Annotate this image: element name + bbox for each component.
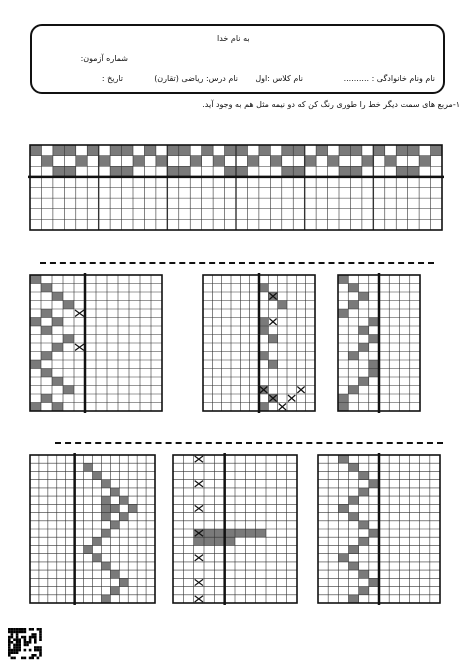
filled-cell — [348, 386, 358, 395]
qr-module — [18, 631, 21, 634]
filled-cell — [348, 301, 358, 310]
filled-cell — [93, 554, 102, 562]
qr-module — [13, 631, 16, 634]
filled-cell — [204, 537, 214, 545]
filled-cell — [408, 145, 419, 156]
qr-module — [11, 633, 14, 636]
qr-module — [24, 644, 27, 647]
qr-module — [11, 628, 14, 631]
filled-cell — [396, 166, 407, 177]
filled-cell — [348, 352, 358, 361]
filled-cell — [204, 529, 214, 537]
filled-cell — [369, 369, 379, 378]
filled-cell — [63, 386, 74, 395]
divider-dashed-1 — [40, 262, 434, 264]
bismillah: به نام خدا — [217, 34, 250, 43]
filled-cell — [259, 145, 270, 156]
qr-module — [18, 646, 21, 649]
filled-cell — [268, 360, 277, 369]
filled-cell — [338, 504, 348, 512]
qr-module — [8, 654, 11, 657]
qr-module — [18, 628, 21, 631]
qr-module — [16, 644, 19, 647]
filled-cell — [64, 166, 75, 177]
qr-module — [24, 636, 27, 639]
qr-module — [29, 641, 32, 644]
filled-cell — [259, 352, 268, 361]
filled-cell — [369, 578, 379, 586]
qr-module — [13, 646, 16, 649]
filled-cell — [110, 166, 121, 177]
filled-cell — [359, 570, 369, 578]
filled-cell — [84, 545, 93, 553]
qr-module — [18, 641, 21, 644]
filled-cell — [101, 504, 110, 512]
qr-module — [39, 649, 42, 652]
filled-cell — [41, 309, 52, 318]
qr-module — [16, 633, 19, 636]
filled-cell — [282, 166, 293, 177]
qr-module — [21, 628, 24, 631]
qr-module — [39, 646, 42, 649]
filled-cell — [110, 488, 119, 496]
qr-module — [34, 636, 37, 639]
qr-module — [18, 638, 21, 641]
filled-cell — [268, 335, 277, 344]
filled-cell — [41, 394, 52, 403]
filled-cell — [64, 145, 75, 156]
filled-cell — [179, 166, 190, 177]
qr-module — [39, 654, 42, 657]
qr-module — [24, 649, 27, 652]
qr-module — [29, 657, 32, 660]
qr-module — [18, 649, 21, 652]
filled-cell — [350, 166, 361, 177]
exercise-panel-e-grid[interactable] — [173, 455, 297, 603]
filled-cell — [41, 326, 52, 335]
filled-cell — [235, 529, 245, 537]
filled-cell — [359, 587, 369, 595]
filled-cell — [167, 166, 178, 177]
instruction-text: ۱-مربع های سمت دیگر خط را طوری رنگ کن که دو نیمه مثل هم به وجود آید. — [202, 100, 460, 109]
filled-cell — [259, 326, 268, 335]
qr-module — [39, 633, 42, 636]
filled-cell — [373, 145, 384, 156]
qr-module — [11, 631, 14, 634]
filled-cell — [419, 156, 430, 167]
qr-module — [13, 657, 16, 660]
filled-cell — [349, 595, 359, 603]
qr-module — [34, 649, 37, 652]
filled-cell — [41, 352, 52, 361]
filled-cell — [369, 529, 379, 537]
filled-cell — [259, 403, 268, 412]
filled-cell — [348, 284, 358, 293]
filled-cell — [214, 529, 224, 537]
filled-cell — [225, 529, 235, 537]
filled-cell — [110, 145, 121, 156]
header-box — [30, 24, 445, 94]
exercise-panel-c-grid[interactable] — [338, 275, 420, 411]
filled-cell — [359, 488, 369, 496]
filled-cell — [225, 166, 236, 177]
filled-cell — [30, 360, 41, 369]
qr-module — [37, 657, 40, 660]
qr-module — [34, 638, 37, 641]
student-name-label: نام ونام خانوادگی : .......... — [343, 74, 435, 83]
filled-cell — [122, 145, 133, 156]
qr-module — [31, 654, 34, 657]
exercise-strip-grid[interactable] — [30, 145, 442, 230]
filled-cell — [76, 156, 87, 167]
filled-cell — [359, 292, 369, 301]
qr-module — [21, 636, 24, 639]
filled-cell — [99, 156, 110, 167]
filled-cell — [84, 463, 93, 471]
filled-cell — [213, 156, 224, 167]
filled-cell — [338, 309, 348, 318]
filled-cell — [369, 318, 379, 327]
filled-cell — [63, 335, 74, 344]
qr-module — [16, 641, 19, 644]
qr-module — [29, 649, 32, 652]
filled-cell — [408, 166, 419, 177]
filled-cell — [236, 166, 247, 177]
filled-cell — [52, 377, 63, 386]
filled-cell — [52, 318, 63, 327]
filled-cell — [369, 360, 379, 369]
qr-module — [29, 636, 32, 639]
filled-cell — [41, 156, 52, 167]
filled-cell — [167, 145, 178, 156]
qr-module — [39, 636, 42, 639]
filled-cell — [362, 156, 373, 167]
filled-cell — [119, 578, 128, 586]
qr-module — [13, 651, 16, 654]
qr-module — [24, 631, 27, 634]
qr-module — [34, 646, 37, 649]
exercise-panel-a-grid[interactable] — [30, 275, 162, 411]
qr-module — [31, 636, 34, 639]
filled-cell — [316, 145, 327, 156]
filled-cell — [53, 145, 64, 156]
filled-cell — [30, 275, 41, 284]
filled-cell — [338, 554, 348, 562]
filled-cell — [293, 145, 304, 156]
exam-number-label: شماره آزمون: — [80, 54, 128, 63]
filled-cell — [305, 156, 316, 167]
filled-cell — [369, 335, 379, 344]
qr-module — [11, 649, 14, 652]
qr-module — [8, 638, 11, 641]
qr-module — [8, 646, 11, 649]
qr-module — [21, 657, 24, 660]
filled-cell — [41, 284, 52, 293]
filled-cell — [93, 471, 102, 479]
qr-module — [39, 638, 42, 641]
filled-cell — [190, 156, 201, 167]
filled-cell — [350, 145, 361, 156]
filled-cell — [338, 394, 348, 403]
filled-cell — [63, 301, 74, 310]
qr-module — [16, 628, 19, 631]
qr-module — [37, 628, 40, 631]
filled-cell — [259, 318, 268, 327]
qr-module — [16, 638, 19, 641]
qr-module — [34, 633, 37, 636]
filled-cell — [110, 521, 119, 529]
filled-cell — [431, 145, 442, 156]
filled-cell — [369, 480, 379, 488]
filled-cell — [293, 166, 304, 177]
filled-cell — [122, 166, 133, 177]
filled-cell — [119, 496, 128, 504]
filled-cell — [359, 377, 369, 386]
qr-module — [31, 657, 34, 660]
filled-cell — [396, 145, 407, 156]
qr-module — [34, 641, 37, 644]
filled-cell — [101, 562, 110, 570]
filled-cell — [53, 166, 64, 177]
qr-module — [16, 646, 19, 649]
qr-module — [24, 638, 27, 641]
filled-cell — [338, 275, 348, 284]
filled-cell — [101, 595, 110, 603]
filled-cell — [52, 343, 63, 352]
filled-cell — [245, 529, 255, 537]
filled-cell — [52, 292, 63, 301]
filled-cell — [339, 145, 350, 156]
class-name-label: نام کلاس :اول — [255, 74, 303, 83]
filled-cell — [259, 284, 268, 293]
filled-cell — [359, 471, 369, 479]
qr-module — [24, 641, 27, 644]
qr-module — [39, 651, 42, 654]
qr-module — [34, 654, 37, 657]
filled-cell — [179, 145, 190, 156]
filled-cell — [338, 403, 348, 412]
filled-cell — [349, 545, 359, 553]
filled-cell — [214, 537, 224, 545]
qr-module — [13, 649, 16, 652]
qr-module — [39, 628, 42, 631]
qr-module — [24, 628, 27, 631]
filled-cell — [110, 504, 119, 512]
date-label: تاریخ : — [101, 74, 123, 83]
filled-cell — [236, 145, 247, 156]
divider-dashed-2 — [55, 442, 443, 444]
qr-module — [8, 628, 11, 631]
filled-cell — [270, 156, 281, 167]
qr-module — [8, 644, 11, 647]
qr-module — [11, 636, 14, 639]
filled-cell — [328, 156, 339, 167]
qr-module — [8, 649, 11, 652]
qr-module — [37, 646, 40, 649]
exercise-panel-f-grid[interactable] — [318, 455, 440, 603]
filled-cell — [225, 537, 235, 545]
qr-module — [26, 644, 29, 647]
qr-module — [11, 641, 14, 644]
filled-cell — [282, 145, 293, 156]
qr-module — [29, 628, 32, 631]
filled-cell — [349, 496, 359, 504]
filled-cell — [30, 145, 41, 156]
qr-module — [8, 641, 11, 644]
qr-module — [26, 641, 29, 644]
filled-cell — [225, 145, 236, 156]
qr-module — [11, 651, 14, 654]
exercise-panel-d-grid[interactable] — [30, 455, 155, 603]
qr-module — [16, 651, 19, 654]
qr-module — [13, 644, 16, 647]
qr-code-icon — [8, 628, 42, 662]
filled-cell — [30, 403, 41, 412]
subject-label: نام درس: ریاضی (تقارن) — [154, 74, 238, 83]
filled-cell — [128, 504, 137, 512]
filled-cell — [101, 496, 110, 504]
filled-cell — [144, 145, 155, 156]
qr-module — [24, 657, 27, 660]
filled-cell — [101, 529, 110, 537]
qr-module — [8, 636, 11, 639]
filled-cell — [101, 480, 110, 488]
filled-cell — [338, 455, 348, 463]
filled-cell — [339, 166, 350, 177]
filled-cell — [93, 537, 102, 545]
filled-cell — [359, 343, 369, 352]
filled-cell — [359, 537, 369, 545]
filled-cell — [110, 587, 119, 595]
filled-cell — [156, 156, 167, 167]
filled-cell — [30, 318, 41, 327]
filled-cell — [87, 145, 98, 156]
qr-module — [31, 633, 34, 636]
qr-module — [18, 644, 21, 647]
qr-module — [37, 649, 40, 652]
filled-cell — [247, 156, 258, 167]
qr-module — [8, 651, 11, 654]
qr-module — [13, 638, 16, 641]
filled-cell — [349, 562, 359, 570]
filled-cell — [359, 521, 369, 529]
filled-cell — [119, 513, 128, 521]
filled-cell — [101, 513, 110, 521]
filled-cell — [194, 537, 204, 545]
filled-cell — [359, 326, 369, 335]
qr-module — [8, 631, 11, 634]
filled-cell — [41, 369, 52, 378]
filled-cell — [349, 513, 359, 521]
qr-module — [13, 628, 16, 631]
qr-module — [21, 631, 24, 634]
qr-module — [16, 631, 19, 634]
filled-cell — [385, 156, 396, 167]
exercise-panel-b-grid[interactable] — [203, 275, 315, 411]
qr-module — [11, 657, 14, 660]
filled-cell — [349, 463, 359, 471]
filled-cell — [52, 403, 63, 412]
qr-module — [29, 638, 32, 641]
qr-module — [31, 628, 34, 631]
qr-module — [16, 649, 19, 652]
filled-cell — [256, 529, 266, 537]
qr-module — [16, 636, 19, 639]
filled-cell — [110, 570, 119, 578]
filled-cell — [278, 301, 287, 310]
qr-module — [39, 631, 42, 634]
filled-cell — [202, 145, 213, 156]
filled-cell — [133, 156, 144, 167]
